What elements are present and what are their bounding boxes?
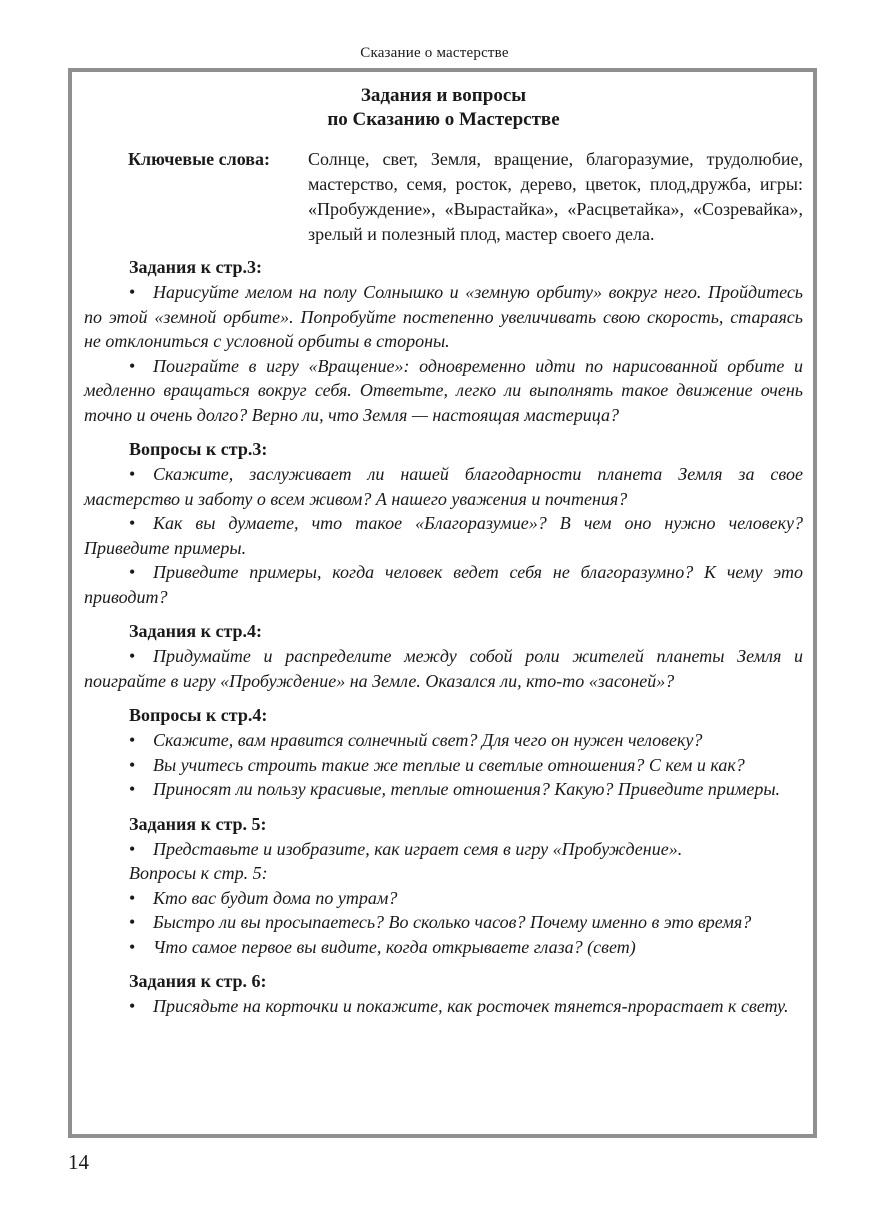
list-item-text: Вы учитесь строить такие же теплые и светлые отношения? С кем и как?	[153, 754, 745, 775]
bullet-icon: •	[129, 355, 136, 376]
list-item-text: Как вы думаете, что такое «Благоразумие»? В чем оно нужно человеку? Приведите примеры.	[84, 513, 803, 558]
list-item	[84, 511, 803, 560]
list-item	[84, 910, 803, 935]
list-item-text: Приведите примеры, когда человек ведет себя не благоразумно? К чему это приводит?	[84, 562, 803, 607]
content-frame	[68, 68, 817, 1138]
list-item	[84, 994, 803, 1019]
list-item	[84, 753, 803, 778]
list-item	[84, 777, 803, 802]
list-item	[84, 354, 803, 428]
section-heading: Задания к стр. 5:	[129, 813, 267, 834]
list-item-text: Скажите, вам нравится солнечный свет? Для чего он нужен человеку?	[153, 730, 703, 750]
list-item	[84, 728, 803, 753]
list-item	[84, 644, 803, 693]
list-item-text: Присядьте на корточки и покажите, как росточек тянется-прорастает к свету.	[153, 996, 789, 1016]
list-item	[84, 560, 803, 609]
bullet-icon: •	[129, 754, 136, 775]
bullet-icon: •	[129, 887, 136, 908]
list-item	[84, 935, 803, 960]
section-subheading: Вопросы к стр. 5:	[129, 863, 268, 883]
page-title	[84, 84, 803, 132]
section-heading: Вопросы к стр.3:	[129, 439, 268, 459]
list-item-text: Кто вас будит дома по утрам?	[153, 887, 398, 908]
bullet-icon: •	[129, 282, 136, 302]
list-item	[84, 462, 803, 511]
bullet-icon: •	[129, 562, 136, 582]
bullet-icon: •	[129, 464, 136, 484]
list-item-text: Приносят ли пользу красивые, теплые отношения? Какую? Приведите примеры.	[153, 779, 781, 799]
bullet-icon: •	[129, 513, 136, 533]
section-heading: Задания к стр. 6:	[129, 971, 267, 991]
list-item-text: Нарисуйте мелом на полу Солнышко и «земную орбиту» вокруг него. Пройдитесь по этой «земной орбите». Попробуйте постепенно увеличивать свою скорость, стараясь не отклониться с условной орбиты в стороны.	[84, 282, 803, 351]
page-number: 14	[68, 1150, 89, 1174]
bullet-icon: •	[129, 996, 136, 1016]
title-line-1: Задания и вопросы	[360, 85, 527, 106]
bullet-icon: •	[129, 646, 136, 666]
section-heading: Задания к стр.3:	[129, 257, 263, 277]
keywords-text: Солнце, свет, Земля, вращение, благоразумие, трудолюбие, мастерство, семя, росток, дерево, цветок, плод,дружба, игры: «Пробуждение», «Вырастайка», «Расцветайка», «Созревайка», зрелый и полезный плод, мастер своего дела.	[308, 149, 803, 244]
keywords-label: Ключевые слова:	[128, 149, 270, 169]
list-item-text: Быстро ли вы просыпаетесь? Во сколько часов? Почему именно в это время?	[153, 912, 752, 932]
list-item	[84, 886, 803, 911]
running-head: Сказание о мастерстве	[360, 45, 509, 61]
list-item-text: Представьте и изобразите, как играет семя в игру «Пробуждение».	[153, 838, 683, 859]
section-heading: Задания к стр.4:	[129, 621, 263, 641]
list-item-text: Поиграйте в игру «Вращение»: одновременно идти по нарисованной орбите и медленно вращаться вокруг себя. Ответьте, легко ли выполнять такое движение очень точно и очень долго? Верно ли, что Земля — настоящая мастерица?	[84, 355, 803, 425]
list-item-text: Что самое первое вы видите, когда открываете глаза? (свет)	[153, 936, 636, 957]
bullet-icon: •	[129, 936, 136, 957]
bullet-icon: •	[129, 730, 136, 750]
bullet-icon: •	[129, 838, 136, 859]
section-heading: Вопросы к стр.4:	[129, 705, 268, 725]
list-item	[84, 837, 803, 862]
bullet-icon: •	[129, 779, 136, 799]
list-item-text: Придумайте и распределите между собой роли жителей планеты Земля и поиграйте в игру «Пробуждение» на Земле. Оказался ли, кто-то «засоней»?	[84, 646, 803, 691]
list-item-text: Скажите, заслуживает ли нашей благодарности планета Земля за свое мастерство и заботу о всем живом? А нашего уважения и почтения?	[84, 464, 803, 509]
keywords-block	[84, 147, 803, 247]
title-line-2: по Сказанию о Мастерстве	[327, 109, 560, 130]
list-item	[84, 280, 803, 354]
bullet-icon: •	[129, 912, 136, 932]
